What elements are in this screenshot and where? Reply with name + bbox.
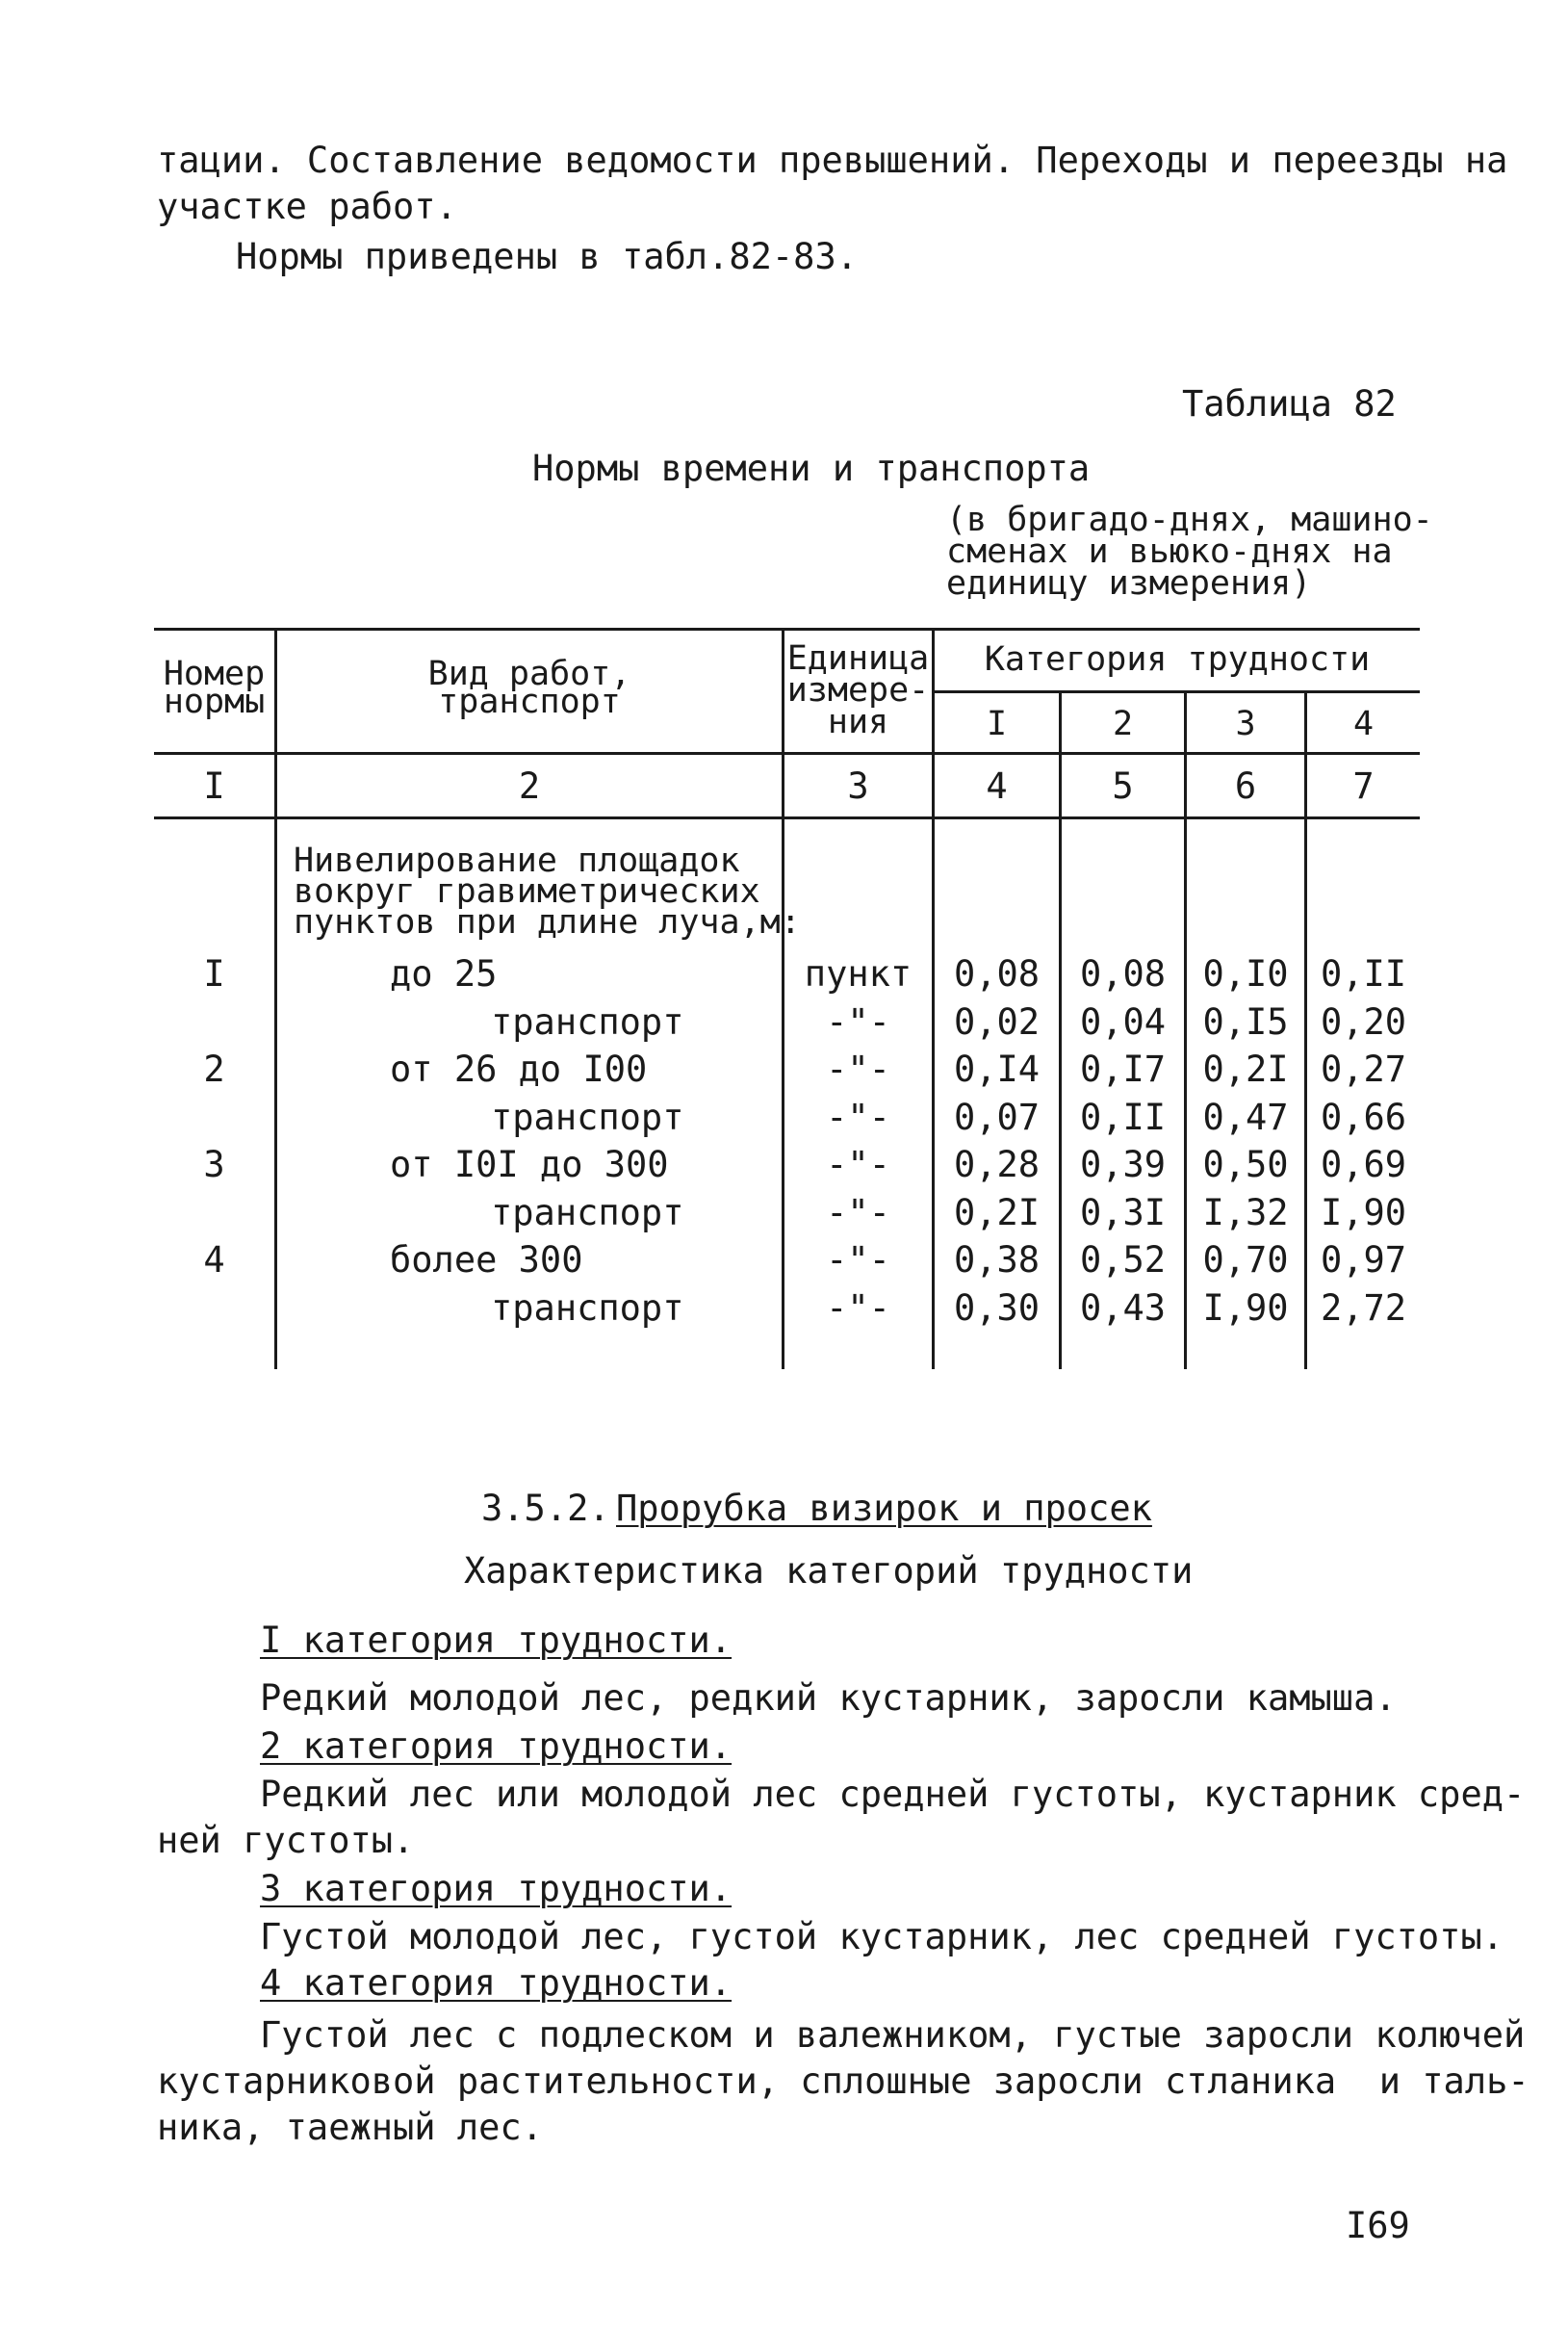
- row-number: 3: [203, 1144, 225, 1185]
- row-value-cat2: 0,39: [1079, 1144, 1167, 1185]
- row-value-cat4: 0,II: [1320, 953, 1407, 995]
- row-unit: -"-: [826, 1144, 890, 1185]
- row-value-cat3: 0,2I: [1202, 1049, 1289, 1090]
- category-4-text-2: кустарниковой растительности, сплошные заросли стланика и таль-: [157, 2060, 1529, 2102]
- page-number: I69: [1346, 2205, 1410, 2246]
- col-number-3: 3: [847, 765, 869, 807]
- row-value-cat3: 0,I0: [1202, 953, 1289, 995]
- row-value-cat4: I,90: [1320, 1191, 1407, 1233]
- row-value-cat4: 0,66: [1320, 1096, 1407, 1138]
- row-value-cat3: I,32: [1202, 1191, 1289, 1233]
- row-work: транспорт: [491, 1286, 684, 1329]
- row-value-cat2: 0,43: [1079, 1286, 1167, 1329]
- category-4-text-1: Густой лес с подлеском и валежником, густые заросли колючей: [260, 2014, 1526, 2056]
- header-cat-3: 3: [1235, 705, 1256, 743]
- row-work: от I0I до 300: [390, 1144, 669, 1185]
- table-section-line-2: вокруг гравиметрических: [294, 872, 760, 911]
- row-value-cat1: 0,07: [953, 1096, 1041, 1138]
- header-cat-4: 4: [1352, 705, 1375, 743]
- table-units-line-3: единицу измерения): [946, 564, 1312, 603]
- row-unit: -"-: [826, 1239, 890, 1281]
- col-number-7: 7: [1352, 765, 1375, 807]
- header-col1-line-2: нормы: [163, 683, 266, 721]
- row-value-cat4: 0,69: [1320, 1144, 1407, 1185]
- row-value-cat2: 0,04: [1079, 1000, 1167, 1043]
- row-value-cat2: 0,52: [1079, 1239, 1167, 1281]
- row-value-cat3: 0,70: [1202, 1239, 1289, 1281]
- row-unit: -"-: [826, 1096, 890, 1138]
- header-bottom-rule: [154, 752, 1420, 755]
- header-col3-line-2: измере-: [786, 671, 930, 710]
- col-number-2: 2: [518, 765, 541, 807]
- row-value-cat4: 2,72: [1320, 1286, 1407, 1329]
- row-value-cat3: 0,50: [1202, 1144, 1289, 1185]
- category-4-text-3: ника, таежный лес.: [157, 2107, 543, 2148]
- row-value-cat1: 0,28: [953, 1144, 1041, 1185]
- row-value-cat4: 0,27: [1320, 1049, 1407, 1090]
- row-unit: -"-: [826, 1049, 890, 1090]
- table-section-line-3: пунктов при длине луча,м:: [294, 903, 801, 942]
- row-work: более 300: [390, 1239, 583, 1281]
- row-work: транспорт: [491, 1096, 684, 1138]
- row-work: до 25: [390, 953, 498, 995]
- table-units-line-1: (в бригадо-днях, машино-: [946, 501, 1433, 539]
- row-value-cat1: 0,38: [953, 1239, 1041, 1281]
- row-value-cat1: 0,02: [953, 1000, 1041, 1043]
- row-value-cat2: 0,I7: [1079, 1049, 1167, 1090]
- table-title: Нормы времени и транспорта: [532, 448, 1091, 489]
- category-1-heading: I категория трудности.: [260, 1619, 733, 1661]
- row-value-cat2: 0,08: [1079, 953, 1167, 995]
- col-divider-1: [274, 628, 277, 1369]
- table-top-rule: [154, 628, 1420, 631]
- row-work: транспорт: [491, 1191, 684, 1233]
- category-3-text: Густой молодой лес, густой кустарник, лес средней густоты.: [260, 1916, 1504, 1957]
- header-col2-line-1: Вид работ,: [427, 655, 631, 693]
- table-section-line-1: Нивелирование площадок: [294, 842, 740, 880]
- category-group-rule: [932, 690, 1420, 693]
- row-unit: -"-: [826, 1000, 890, 1043]
- row-unit: -"-: [826, 1191, 890, 1233]
- row-value-cat4: 0,20: [1320, 1000, 1407, 1043]
- header-cat-1: I: [986, 705, 1008, 743]
- row-value-cat3: I,90: [1202, 1286, 1289, 1329]
- intro-line-1: тации. Составление ведомости превышений. Переходы и переезды на: [157, 140, 1508, 181]
- row-value-cat1: 0,30: [953, 1286, 1041, 1329]
- row-work: транспорт: [491, 1000, 684, 1043]
- row-value-cat1: 0,08: [953, 953, 1041, 995]
- row-value-cat1: 0,2I: [953, 1191, 1041, 1233]
- table-label: Таблица 82: [1182, 383, 1397, 425]
- row-number: 2: [203, 1049, 225, 1090]
- row-unit: -"-: [826, 1286, 890, 1329]
- intro-line-2: участке работ.: [157, 186, 457, 227]
- header-col3-line-1: Единица: [786, 639, 930, 678]
- category-3-heading: 3 категория трудности.: [260, 1868, 733, 1909]
- row-value-cat1: 0,I4: [953, 1049, 1041, 1090]
- category-2-text-1: Редкий лес или молодой лес средней густоты, кустарник сред-: [260, 1774, 1526, 1815]
- category-4-heading: 4 категория трудности.: [260, 1962, 733, 2004]
- row-number: 4: [203, 1239, 225, 1281]
- header-category-group: Категория трудности: [984, 640, 1371, 679]
- header-col1-line-1: Номер: [163, 655, 266, 693]
- row-value-cat3: 0,47: [1202, 1096, 1289, 1138]
- header-col2-line-2: транспорт: [438, 683, 621, 721]
- intro-line-3: Нормы приведены в табл.82-83.: [236, 236, 859, 277]
- col-number-6: 6: [1234, 765, 1257, 807]
- header-col3-line-3: ния: [827, 703, 889, 741]
- row-number: I: [203, 953, 225, 995]
- table-units-line-2: сменах и вьюко-днях на: [946, 532, 1393, 571]
- row-value-cat2: 0,3I: [1079, 1191, 1167, 1233]
- category-2-text-2: ней густоты.: [157, 1820, 415, 1861]
- row-value-cat4: 0,97: [1320, 1239, 1407, 1281]
- category-1-text: Редкий молодой лес, редкий кустарник, заросли камыша.: [260, 1677, 1397, 1719]
- category-2-heading: 2 категория трудности.: [260, 1725, 733, 1767]
- section-number: 3.5.2.: [481, 1488, 610, 1529]
- row-value-cat2: 0,II: [1079, 1096, 1167, 1138]
- row-work: от 26 до I00: [390, 1049, 648, 1090]
- section-title: Прорубка визирок и просек: [616, 1488, 1152, 1529]
- section-subtitle: Характеристика категорий трудности: [464, 1550, 1194, 1592]
- header-cat-2: 2: [1112, 705, 1134, 743]
- row-unit: пункт: [804, 953, 913, 995]
- row-value-cat3: 0,I5: [1202, 1000, 1289, 1043]
- colnum-bottom-rule: [154, 816, 1420, 819]
- col-number-1: I: [203, 765, 225, 807]
- col-number-5: 5: [1112, 765, 1134, 807]
- col-number-4: 4: [986, 765, 1008, 807]
